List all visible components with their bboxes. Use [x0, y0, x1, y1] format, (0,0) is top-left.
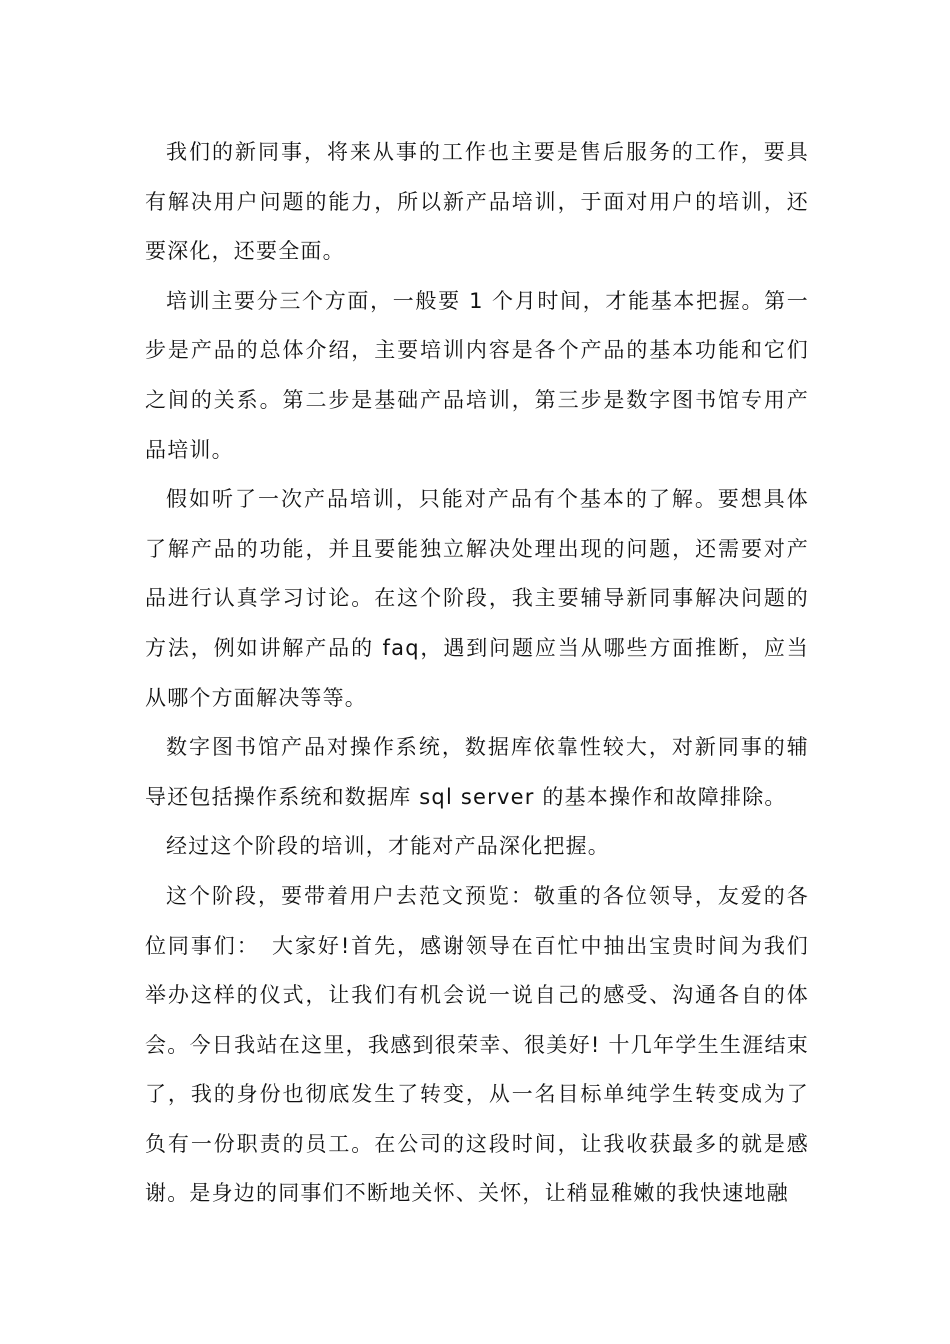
paragraph-4: 数字图书馆产品对操作系统，数据库依靠性较大，对新同事的辅导还包括操作系统和数据库 sql server 的基本操作和故障排除。	[145, 735, 809, 809]
document-page	[145, 128, 809, 1219]
paragraph-2: 培训主要分三个方面，一般要 1 个月时间，才能基本把握。第一步是产品的总体介绍，主要培训内容是各个产品的基本功能和它们之间的关系。第二步是基础产品培训，第三步是数字图书馆专用产品培训。	[145, 288, 809, 462]
paragraph-6: 这个阶段，要带着用户去范文预览：敬重的各位领导，友爱的各位同事们： 大家好!首先，感谢领导在百忙中抽出宝贵时间为我们举办这样的仪式，让我们有机会说一说自己的感受、沟通各自的体会。今日我站在这里，我感到很荣幸、很美好! 十几年学生生涯结束了，我的身份也彻底发生了转变，从一名目标单纯学生转变成为了负有一份职责的员工。在公司的这段时间，让我收获最多的就是感谢。是身边的同事们不断地关怀、关怀，让稍显稚嫩的我快速地融	[145, 883, 809, 1206]
paragraph-1: 我们的新同事，将来从事的工作也主要是售后服务的工作，要具有解决用户问题的能力，所以新产品培训，于面对用户的培训，还要深化，还要全面。	[145, 140, 809, 264]
paragraph-5: 经过这个阶段的培训，才能对产品深化把握。	[166, 834, 610, 859]
paragraph-3: 假如听了一次产品培训，只能对产品有个基本的了解。要想具体了解产品的功能，并且要能独立解决处理出现的问题，还需要对产品进行认真学习讨论。在这个阶段，我主要辅导新同事解决问题的方法，例如讲解产品的 faq，遇到问题应当从哪些方面推断，应当从哪个方面解决等等。	[145, 487, 809, 710]
